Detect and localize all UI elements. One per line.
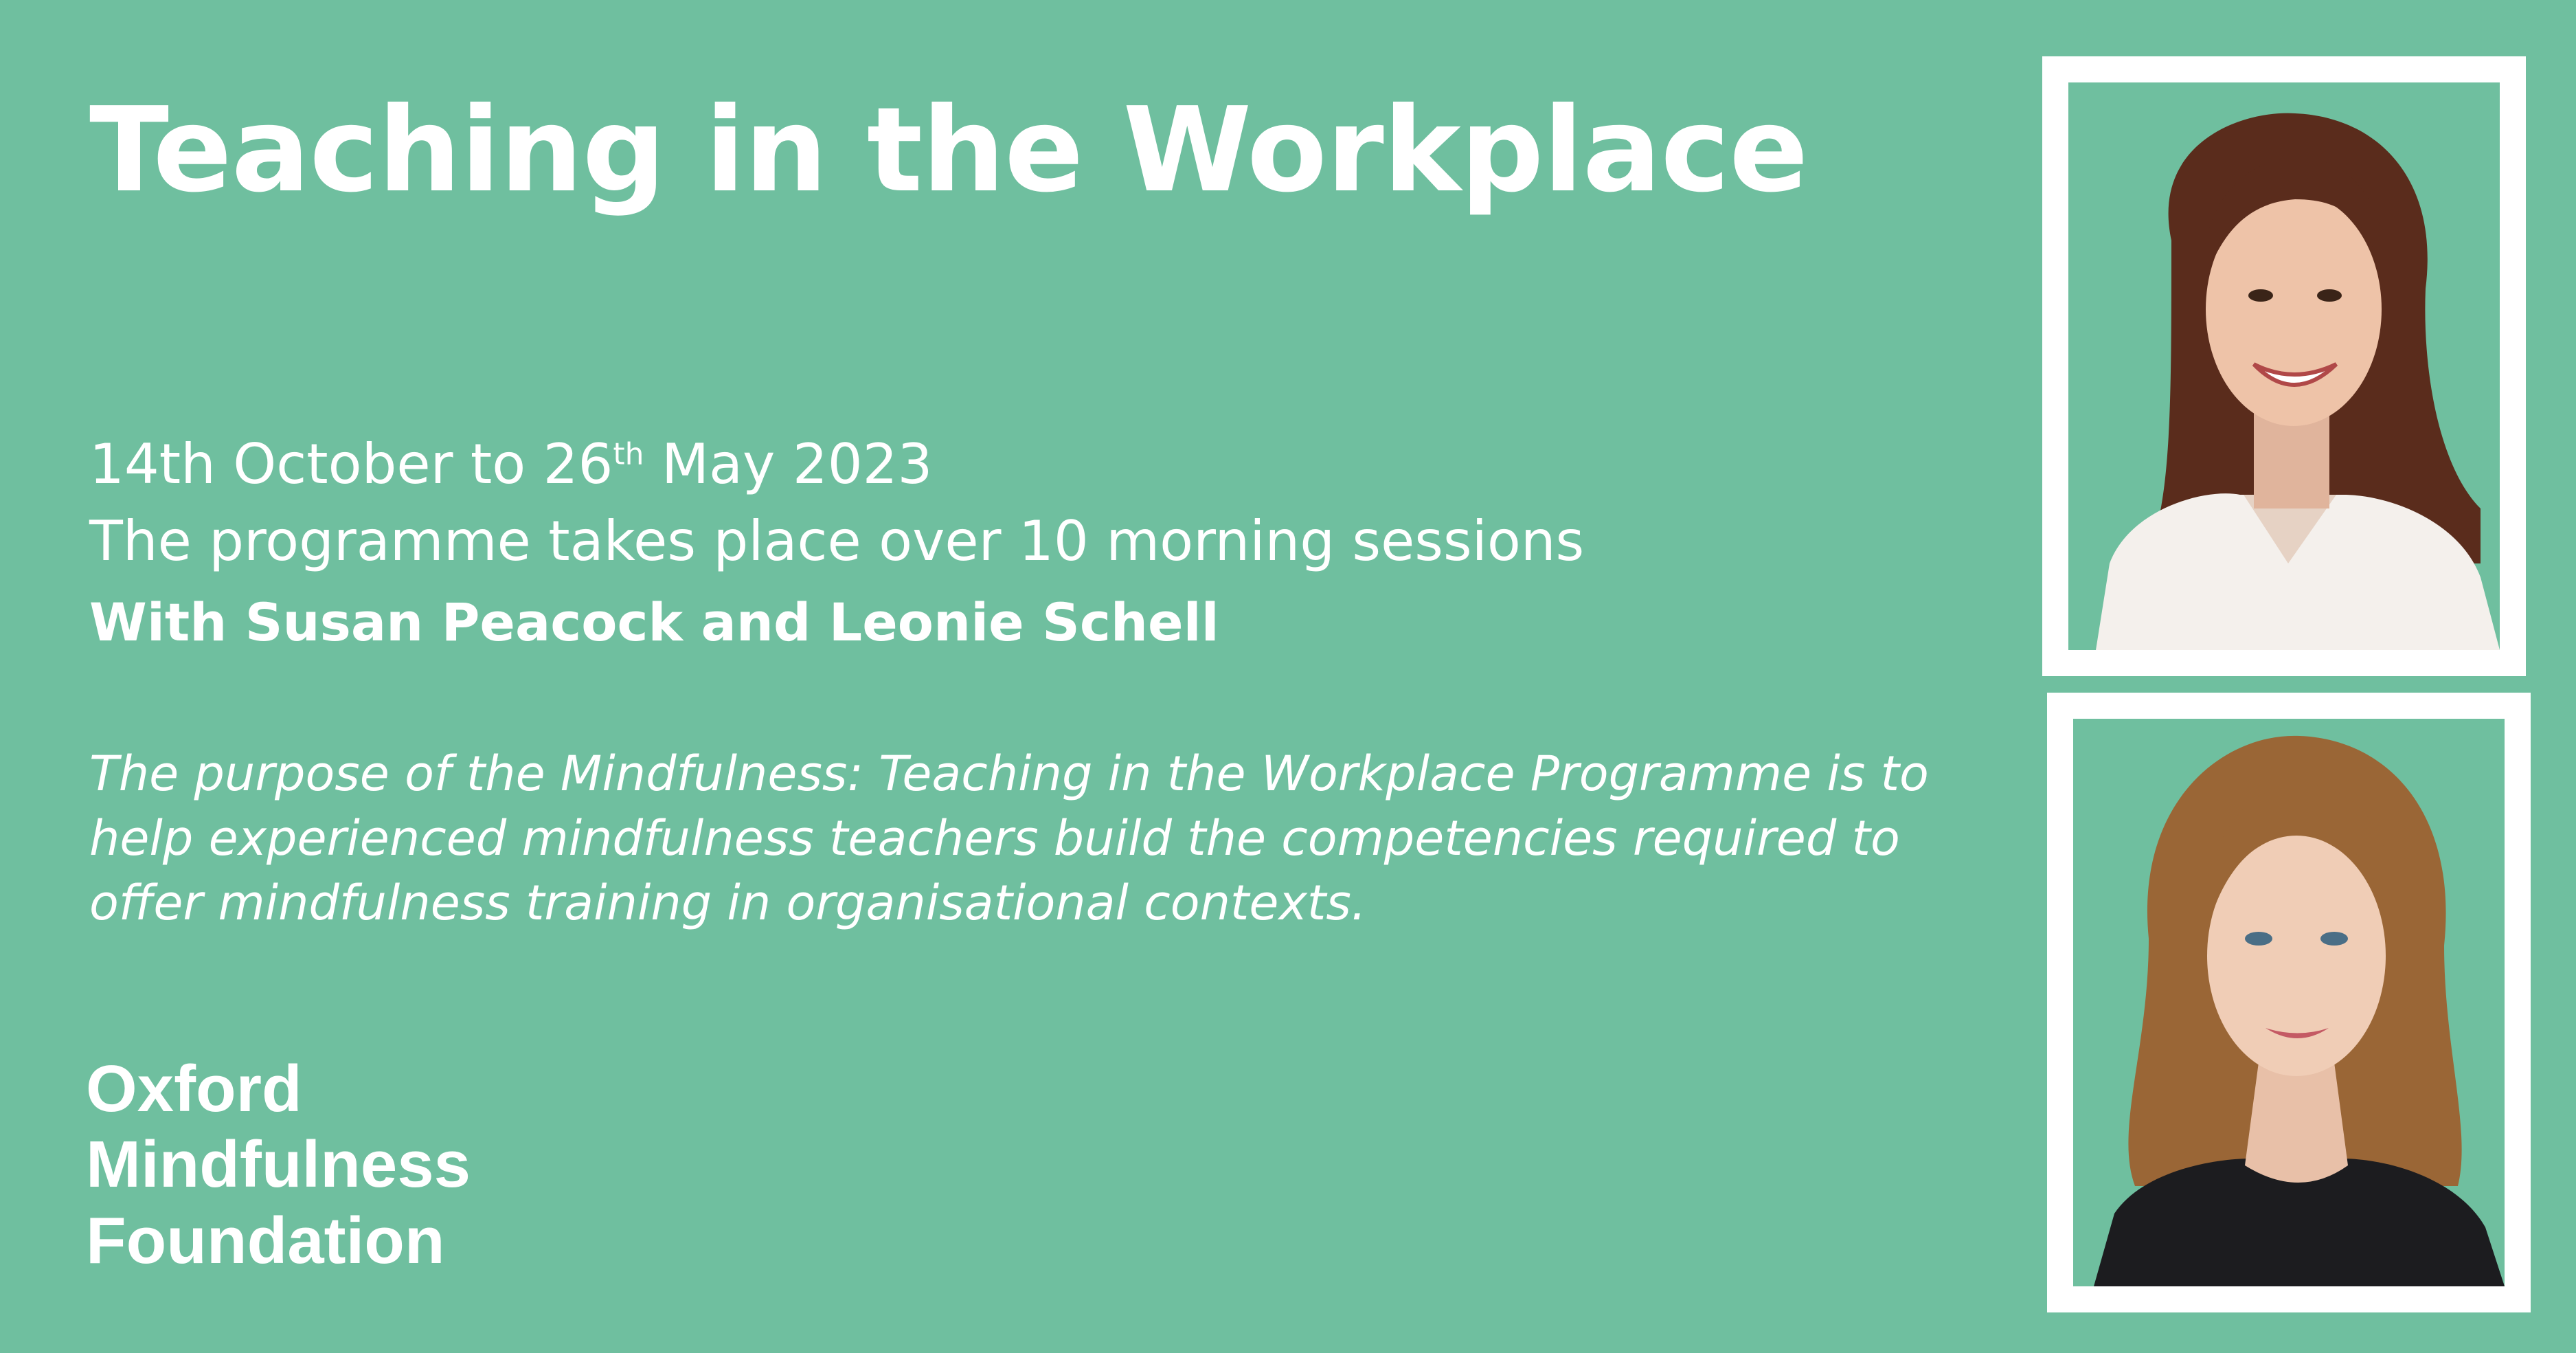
logo-line-mindfulness: Mindfulness (86, 1128, 471, 1202)
portrait-frame-susan (2042, 56, 2526, 676)
portrait-photo-susan (2068, 82, 2500, 650)
dates-end: May 2023 (644, 432, 933, 496)
dates-ordinal: th (613, 436, 644, 472)
banner-title: Teaching in the Workplace (89, 82, 1808, 219)
portrait-frame-leonie (2047, 693, 2531, 1312)
portrait-photo-leonie (2073, 719, 2505, 1286)
dates-start: 14th October to 26 (89, 432, 613, 496)
logo-line-oxford: Oxford (86, 1052, 302, 1126)
programme-sessions: The programme takes place over 10 morning sessions (89, 509, 1585, 573)
presenters: With Susan Peacock and Leonie Schell (89, 592, 1219, 653)
programme-purpose: The purpose of the Mindfulness: Teaching in the Workplace Programme is to help experienced mindfulness teachers build the competencies required to offer mindfulness training in organisational contexts. (89, 746, 1929, 931)
portrait-illustration-2 (2073, 719, 2505, 1286)
portrait-illustration-1 (2068, 82, 2500, 650)
logo-line-foundation: Foundation (86, 1203, 445, 1277)
programme-dates (89, 433, 932, 496)
oxford-mindfulness-foundation-logo (86, 1051, 471, 1279)
